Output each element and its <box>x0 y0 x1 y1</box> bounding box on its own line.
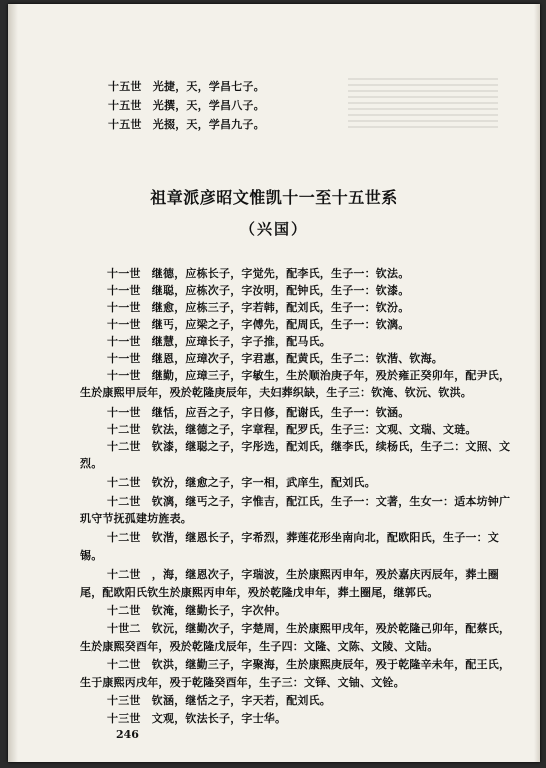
genealogy-line: 十二世 钦淹，继勤长子，字次仲。 <box>107 604 287 617</box>
genealogy-line: 生于康熙丙戌年，殁于乾隆癸酉年，生子三：文铎、文铀、文铨。 <box>80 676 405 689</box>
genealogy-line: 十一世 继恬，应吾之子，字日修，配谢氏，生子一：钦涵。 <box>107 406 410 419</box>
genealogy-line: 十一世 继慧，应璋长子，字子推，配马氏。 <box>107 335 331 348</box>
genealogy-line: 十一世 继聪，应栋次子，字汝明，配钟氏，生子一：钦漆。 <box>107 284 410 297</box>
genealogy-line: 十二世 钦漆，继聪之子，字彤选，配刘氏，继李氏，续杨氏，生子二：文照、文 <box>107 440 511 453</box>
bleed-through-text <box>348 78 498 128</box>
genealogy-line: 十一世 继勤，应璋三子，字敏生，生於顺治庚子年，殁於雍正癸卯年，配尹氏， <box>107 369 511 382</box>
section-heading: 祖章派彦昭文惟凯十一至十五世系 <box>150 188 398 207</box>
scanned-page <box>8 4 540 762</box>
genealogy-line: 锡。 <box>80 549 103 562</box>
page-number: 246 <box>116 728 139 741</box>
genealogy-line: 生於康熙甲辰年，殁於乾隆庚辰年，夫妇葬织缺，生子三：钦淹、钦沅、钦洪。 <box>80 386 472 399</box>
genealogy-line: 尾，配欧阳氏钦生於康熙丙申年，殁於乾隆戊申年，葬土圈尾，继郭氏。 <box>80 586 439 599</box>
genealogy-line: 烈。 <box>80 457 103 470</box>
genealogy-line: 十一世 继德，应栋长子，字觉先，配李氏，生子一：钦法。 <box>107 267 410 280</box>
genealogy-line: 十一世 继恩，应璋次子，字君惠，配黄氏，生子二：钦湝、钦海。 <box>107 352 443 365</box>
page-gutter-shadow <box>8 4 18 762</box>
genealogy-line: 十一世 继愈，应栋三子，字若韩，配刘氏，生子一：钦汾。 <box>107 301 410 314</box>
top-line: 十五世 光撰，天，学昌八子。 <box>108 99 265 112</box>
section-subheading: （兴国） <box>239 220 308 238</box>
genealogy-line: 生於康熙癸酉年，殁於乾隆戊辰年，生子四：文隆、文陈、文陵、文陆。 <box>80 640 439 653</box>
genealogy-line: 十二世 钦湝，继恩长子，字希烈，葬莲花形坐南向北，配欧阳氏，生子一：文 <box>107 531 499 544</box>
genealogy-line: 十二世 钦洪，继勤三子，字聚海，生於康熙庚辰年，殁于乾隆辛未年，配王氏， <box>107 658 511 671</box>
genealogy-line: 十二世 ，海，继恩次子，字瑞波，生於康熙丙申年，殁於嘉庆丙辰年，葬土圈 <box>107 568 499 581</box>
genealogy-line: 十一世 继丐，应梁之子，字傅先，配周氏，生子一：钦漓。 <box>107 318 410 331</box>
page-edge-shadow <box>534 4 540 762</box>
genealogy-line: 十二世 钦漓，继丐之子，字惟吉，配江氏，生子一：文著，生女一：适本坊钟广 <box>107 495 511 508</box>
genealogy-line: 玑守节抚孤建坊旌表。 <box>80 512 192 525</box>
genealogy-line: 十世二 钦沅，继勤次子，字楚周，生於康熙甲戌年，殁於乾隆己卯年，配蔡氏， <box>107 622 511 635</box>
genealogy-line: 十二世 钦法，继德之子，字章程，配罗氏，生子三：文观、文瑞、文琏。 <box>107 423 477 436</box>
top-line: 十五世 光捷，天，学昌七子。 <box>108 80 265 93</box>
genealogy-line: 十三世 文观，钦法长子，字士华。 <box>107 712 287 725</box>
genealogy-line: 十二世 钦汾，继愈之子，字一相，武庠生，配刘氏。 <box>107 476 376 489</box>
top-line: 十五世 光掇，天，学昌九子。 <box>108 118 265 131</box>
genealogy-line: 十三世 钦涵，继恬之子，字天若，配刘氏。 <box>107 694 331 707</box>
